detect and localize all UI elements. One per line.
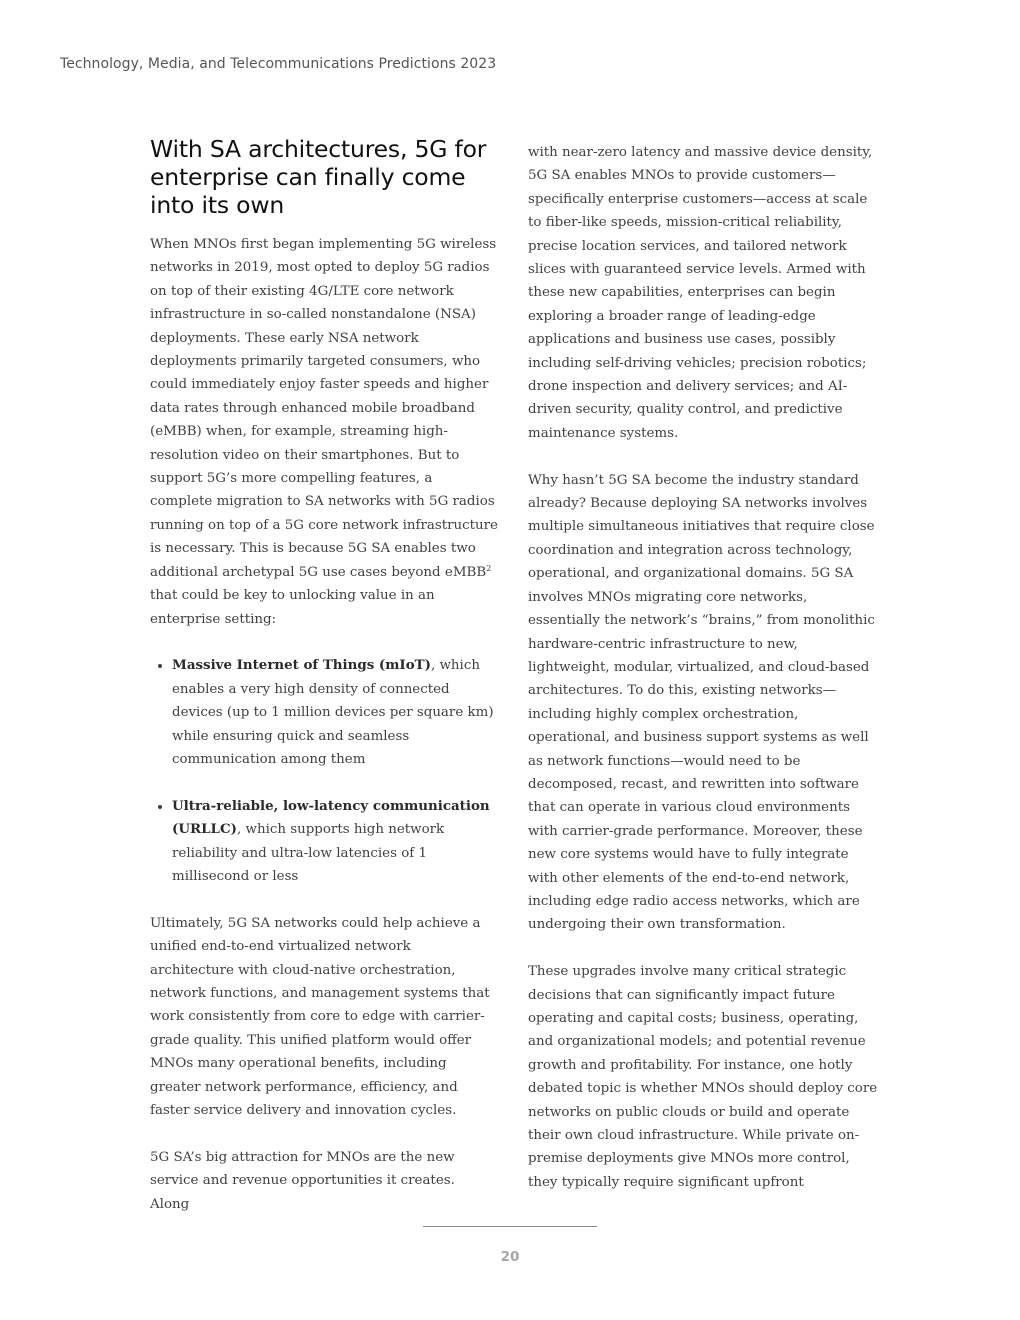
page-number: 20 [500,1249,520,1265]
bullet-text-miot: , which enables a very high density of connected devices (up to 1 million devices per square km) while ensuring quick and seamless communication among them [172,658,494,767]
paragraph-why-sa: Why hasn’t 5G SA become the industry standard already? Because deploying SA networks involves multiple simultaneous initiatives that require close coordination and integration across technology, operational, and organizational domains. 5G SA involves MNOs migrating core networks, essentially the network’s “brains,” from monolithic hardware-centric infrastructure to new, lightweight, modular, virtualized, and cloud-based architectures. To do this, existing networks—including highly complex orchestration, operational, and business support systems as well as network functions—would need to be decomposed, recast, and rewritten into software that can operate in various cloud environments with carrier-grade performance. Moreover, these new core systems would have to fully integrate with other elements of the end-to-end network, including edge radio access networks, which are undergoing their own transformation. [528,472,875,933]
list-item [172,654,498,771]
use-case-list [150,654,498,888]
bullet-term-miot: Massive Internet of Things (mIoT) [172,657,431,674]
intro-paragraph [150,233,498,631]
paragraph-attraction-start: 5G SA’s big attraction for MNOs are the new service and revenue opportunities it creates. Along [150,1149,455,1212]
intro-text: When MNOs first began implementing 5G wireless networks in 2019, most opted to deploy 5G radios on top of their existing 4G/LTE core network infrastructure in so-called nonstandalone (NSA) deployments. These early NSA network deployments primarily targeted consumers, who could immediately enjoy faster speeds and higher data rates through enhanced mobile broadband (eMBB) when, for example, streaming high-resolution video on their smartphones. But to support 5G’s more compelling features, a complete migration to SA networks with 5G radios running on top of a 5G core network infrastructure is necessary. This is because 5G SA enables two additional archetypal 5G use cases beyond eMBB [150,237,498,580]
section-heading: With SA architectures, 5G for enterprise can finally come into its own [150,135,487,219]
paragraph-ultimately: Ultimately, 5G SA networks could help achieve a unified end-to-end virtualized network architecture with cloud-native orchestration, network functions, and management systems that work consistently from core to edge with carrier-grade quality. This unified platform would offer MNOs many operational benefits, including greater network performance, efficiency, and faster service delivery and innovation cycles. [150,915,490,1118]
intro-text-end: that could be key to unlocking value in an enterprise setting: [150,588,435,627]
bullet-term-urllc: Ultra-reliable, low-latency communication (URLLC) [172,797,490,838]
paragraph-upgrades: These upgrades involve many critical strategic decisions that can significantly impact future operating and capital costs; business, operating, and organizational models; and potential revenue growth and profitability. For instance, one hotly debated topic is whether MNOs should deploy core networks on public clouds or build and operate their own cloud infrastructure. While private on-premise deployments give MNOs more control, they typically require significant upfront [528,964,878,1190]
footer-divider [423,1226,597,1227]
left-column [150,135,498,1239]
list-item [172,795,498,889]
bullet-text-urllc: , which supports high network reliability and ultra-low latencies of 1 millisecond or less [172,822,445,884]
paragraph-attraction-continued: with near-zero latency and massive device density, 5G SA enables MNOs to provide customers—specifically enterprise customers—access at scale to fiber-like speeds, mission-critical reliability, precise location services, and tailored network slices with guaranteed service levels. Armed with these new capabilities, enterprises can begin exploring a broader range of leading-edge applications and business use cases, possibly including self-driving vehicles; precision robotics; drone inspection and delivery services; and AI-driven security, quality control, and predictive maintenance systems. [528,145,873,441]
running-header: Technology, Media, and Telecommunications Predictions 2023 [60,56,497,72]
footnote-marker[interactable]: 2 [486,563,492,573]
right-column [528,141,878,1218]
